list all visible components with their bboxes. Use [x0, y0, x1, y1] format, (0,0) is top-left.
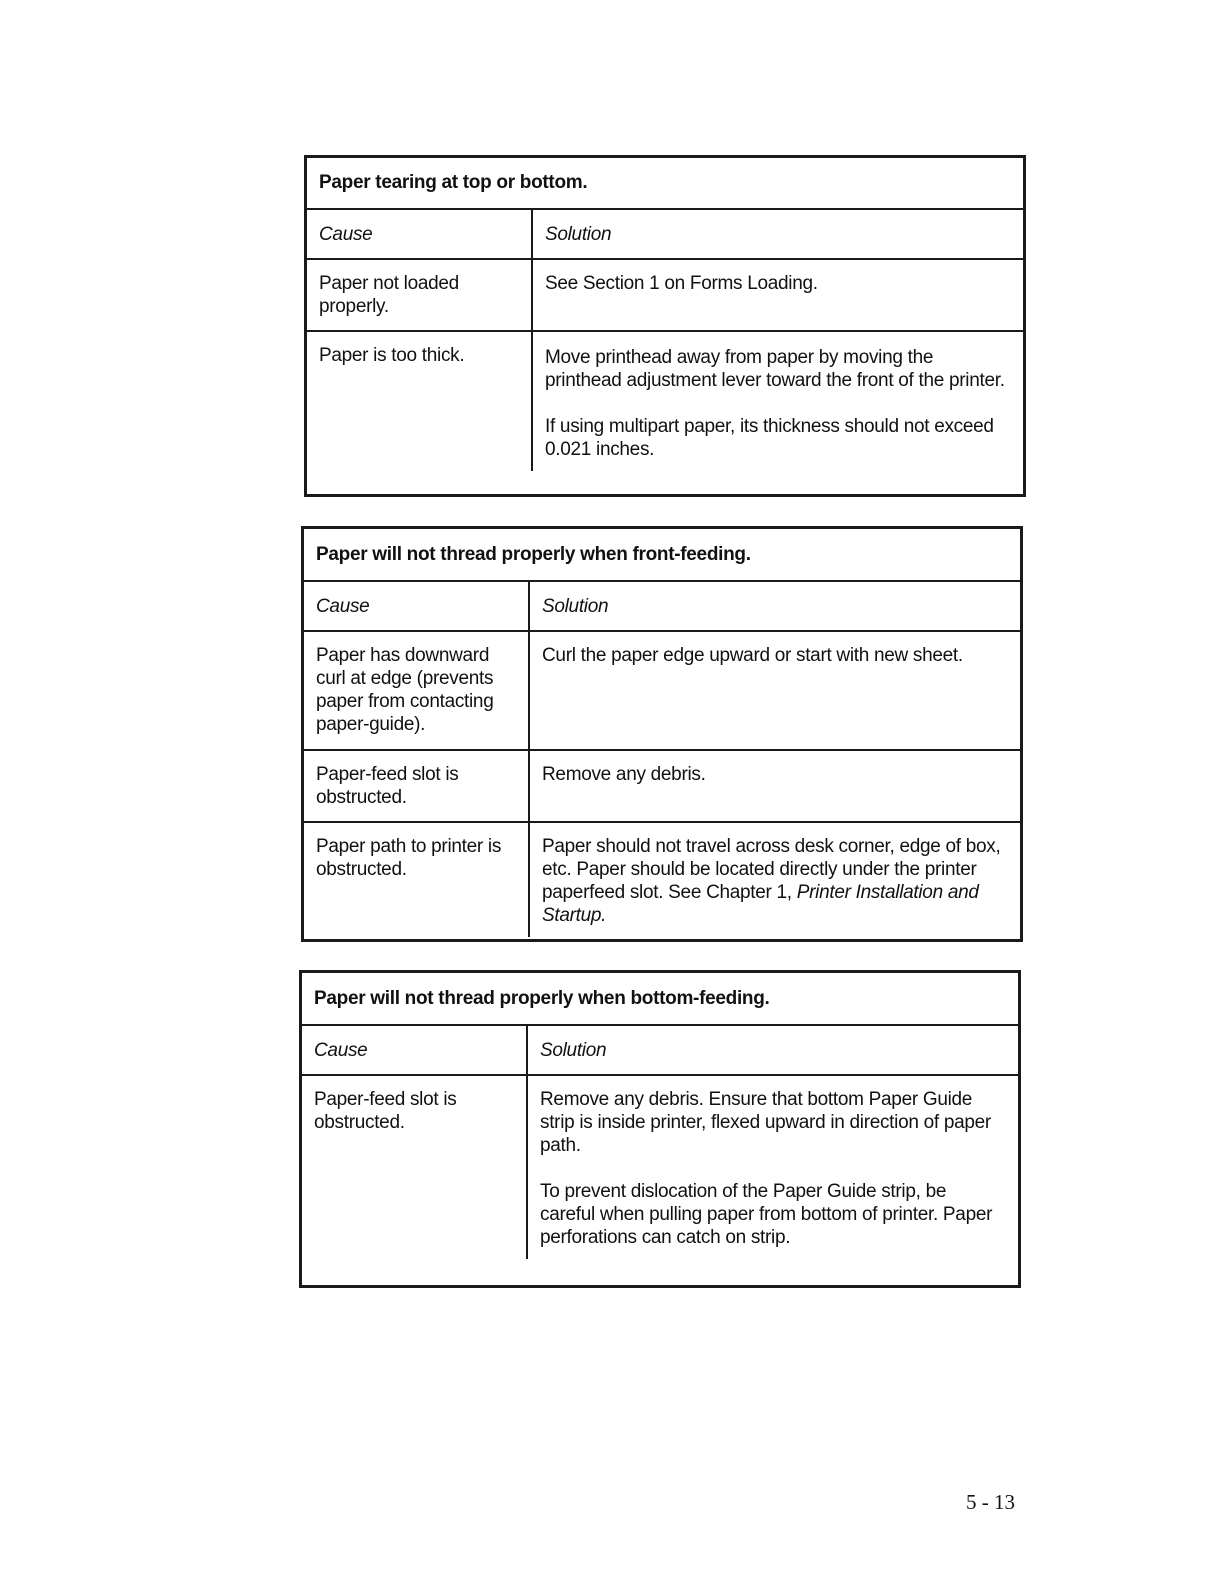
- solution-text-body: Paper should not travel across desk corner, edge of box, etc. Paper should be located directly under the printer paperfeed slot. See Chapter 1,: [542, 836, 1001, 903]
- cause-cell: Paper path to printer is obstructed.: [304, 823, 530, 937]
- solution-text: Move printhead away from paper by moving the printhead adjustment lever toward the front of the printer.: [545, 347, 1005, 391]
- cause-cell: Paper-feed slot is obstructed.: [302, 1076, 528, 1259]
- troubleshooting-table-paper-tearing: [304, 155, 1026, 497]
- cause-cell: Paper has downward curl at edge (prevents paper from contacting paper-guide).: [304, 632, 530, 749]
- solution-cell: [530, 632, 1020, 749]
- table-header-row: [304, 582, 1020, 632]
- column-header-solution: Solution: [545, 223, 612, 245]
- table-row: [307, 260, 1023, 332]
- column-header-cause: Cause: [304, 582, 530, 630]
- table-row: [304, 632, 1020, 751]
- table-row: [304, 751, 1020, 823]
- column-header-solution: Solution: [540, 1039, 607, 1061]
- troubleshooting-table-front-feeding: [301, 526, 1023, 942]
- solution-cell: [528, 1076, 1018, 1259]
- column-header-solution: Solution: [542, 595, 609, 617]
- solution-text: If using multipart paper, its thickness should not exceed 0.021 inches.: [545, 416, 994, 460]
- cause-cell: Paper is too thick.: [307, 332, 533, 471]
- solution-text: Remove any debris.: [542, 764, 706, 785]
- column-header-cause: Cause: [307, 210, 533, 258]
- solution-cell: [533, 332, 1023, 471]
- cause-cell: Paper not loaded properly.: [307, 260, 533, 330]
- solution-text: See Section 1 on Forms Loading.: [545, 273, 818, 294]
- table-title: Paper tearing at top or bottom.: [307, 158, 1023, 210]
- column-header-cause: Cause: [302, 1026, 528, 1074]
- solution-cell: [533, 260, 1023, 330]
- chapter-reference: Printer Installation and Startup.: [542, 882, 979, 926]
- table-header-row: [302, 1026, 1018, 1076]
- table-title: Paper will not thread properly when bottom-feeding.: [302, 973, 1018, 1026]
- solution-cell: [530, 823, 1020, 937]
- solution-text: To prevent dislocation of the Paper Guide strip, be careful when pulling paper from bottom of printer. Paper perforations can catch on strip.: [540, 1181, 993, 1248]
- page-number: 5 - 13: [966, 1490, 1015, 1514]
- solution-text: Remove any debris. Ensure that bottom Paper Guide strip is inside printer, flexed upward in direction of paper path.: [540, 1089, 991, 1156]
- solution-cell: [530, 751, 1020, 821]
- troubleshooting-table-bottom-feeding: [299, 970, 1021, 1288]
- table-row: [304, 823, 1020, 937]
- table-title: Paper will not thread properly when front-feeding.: [304, 529, 1020, 582]
- table-header-row: [307, 210, 1023, 260]
- cause-cell: Paper-feed slot is obstructed.: [304, 751, 530, 821]
- solution-text: [542, 835, 1008, 927]
- solution-text: Curl the paper edge upward or start with new sheet.: [542, 645, 963, 666]
- table-row: [307, 332, 1023, 471]
- table-row: [302, 1076, 1018, 1259]
